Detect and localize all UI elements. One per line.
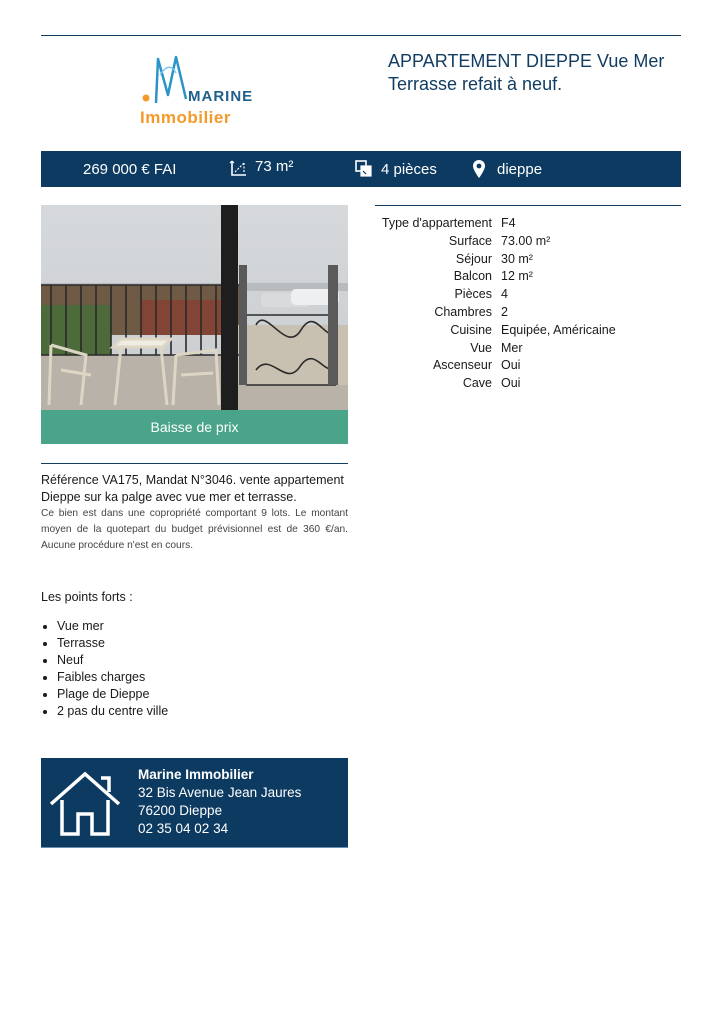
logo-text-immobilier: Immobilier — [140, 108, 231, 127]
spec-row — [375, 340, 681, 358]
house-icon — [49, 770, 121, 841]
spec-value: Oui — [501, 376, 521, 391]
spec-label: Chambres — [434, 304, 492, 319]
rooms-value: 4 pièces — [381, 160, 437, 178]
description-lead: Référence VA175, Mandat N°3046. vente appartement Dieppe sur ka palge avec vue mer et terrasse. — [41, 473, 344, 504]
specs-divider — [375, 205, 681, 206]
rooms-summary — [355, 151, 437, 187]
price-drop-badge: Baisse de prix — [41, 410, 348, 444]
spec-row — [375, 251, 681, 269]
description-divider — [41, 463, 348, 464]
strengths-list — [41, 618, 168, 720]
spec-row — [375, 268, 681, 286]
list-item: Vue mer — [57, 618, 168, 635]
spec-value: 73.00 m² — [501, 233, 551, 248]
property-photo — [41, 205, 348, 410]
spec-value: Oui — [501, 358, 521, 373]
spec-label: Cave — [462, 376, 492, 391]
spec-value: Equipée, Américaine — [501, 322, 616, 337]
spec-row — [375, 304, 681, 322]
surface-icon — [229, 160, 247, 178]
spec-row — [375, 233, 681, 251]
spec-row — [375, 215, 681, 233]
spec-label: Balcon — [453, 269, 492, 284]
spec-label: Séjour — [455, 251, 492, 266]
agency-logo — [136, 55, 258, 129]
description-details: Ce bien est dans une copropriété comportant 9 lots. Le montant moyen de la quotepart du budget prévisionnel est de 360 €/an. Aucune procédure n'est en cours. — [41, 508, 348, 551]
spec-value: Mer — [501, 340, 523, 355]
agency-city: 76200 Dieppe — [138, 803, 223, 818]
list-item: Plage de Dieppe — [57, 686, 168, 703]
spec-label: Vue — [470, 340, 492, 355]
spec-value: F4 — [501, 216, 516, 230]
agency-address: 32 Bis Avenue Jean Jaures — [138, 785, 302, 800]
spec-label: Cuisine — [450, 322, 492, 337]
spec-value: 4 — [501, 287, 508, 302]
specs-table — [375, 215, 681, 393]
rooms-icon — [355, 160, 373, 178]
location-pin-icon — [472, 159, 486, 179]
list-item: 2 pas du centre ville — [57, 704, 169, 718]
listing-title: APPARTEMENT DIEPPE Vue Mer Terrasse refait à neuf. — [388, 51, 665, 94]
area-summary — [229, 151, 293, 187]
spec-value: 12 m² — [501, 269, 533, 284]
area-value: 73 m² — [255, 157, 294, 175]
city-value: dieppe — [497, 160, 543, 178]
spec-row — [375, 286, 681, 304]
agency-name: Marine Immobilier — [138, 767, 254, 782]
city-summary — [472, 151, 542, 187]
spec-row — [375, 375, 681, 393]
agency-card-divider — [41, 847, 348, 848]
spec-row — [375, 357, 681, 375]
list-item: Terrasse — [57, 635, 168, 652]
spec-value: 2 — [501, 304, 508, 319]
spec-row — [375, 322, 681, 340]
list-item: Faibles charges — [57, 669, 168, 686]
agency-phone: 02 35 04 02 34 — [138, 821, 229, 836]
spec-label: Pièces — [454, 287, 492, 302]
list-item: Neuf — [57, 652, 168, 669]
agency-card — [41, 758, 348, 847]
logo-text-marine: MARINE — [188, 88, 254, 105]
agency-details — [138, 766, 301, 838]
spec-label: Type d'appartement — [381, 216, 492, 230]
spec-label: Ascenseur — [432, 358, 492, 373]
spec-value: 30 m² — [501, 251, 533, 266]
strengths-title: Les points forts : — [41, 590, 133, 604]
spec-label: Surface — [448, 233, 492, 248]
price: 269 000 € FAI — [83, 160, 177, 178]
top-divider — [41, 35, 681, 36]
summary-bar — [41, 151, 681, 187]
